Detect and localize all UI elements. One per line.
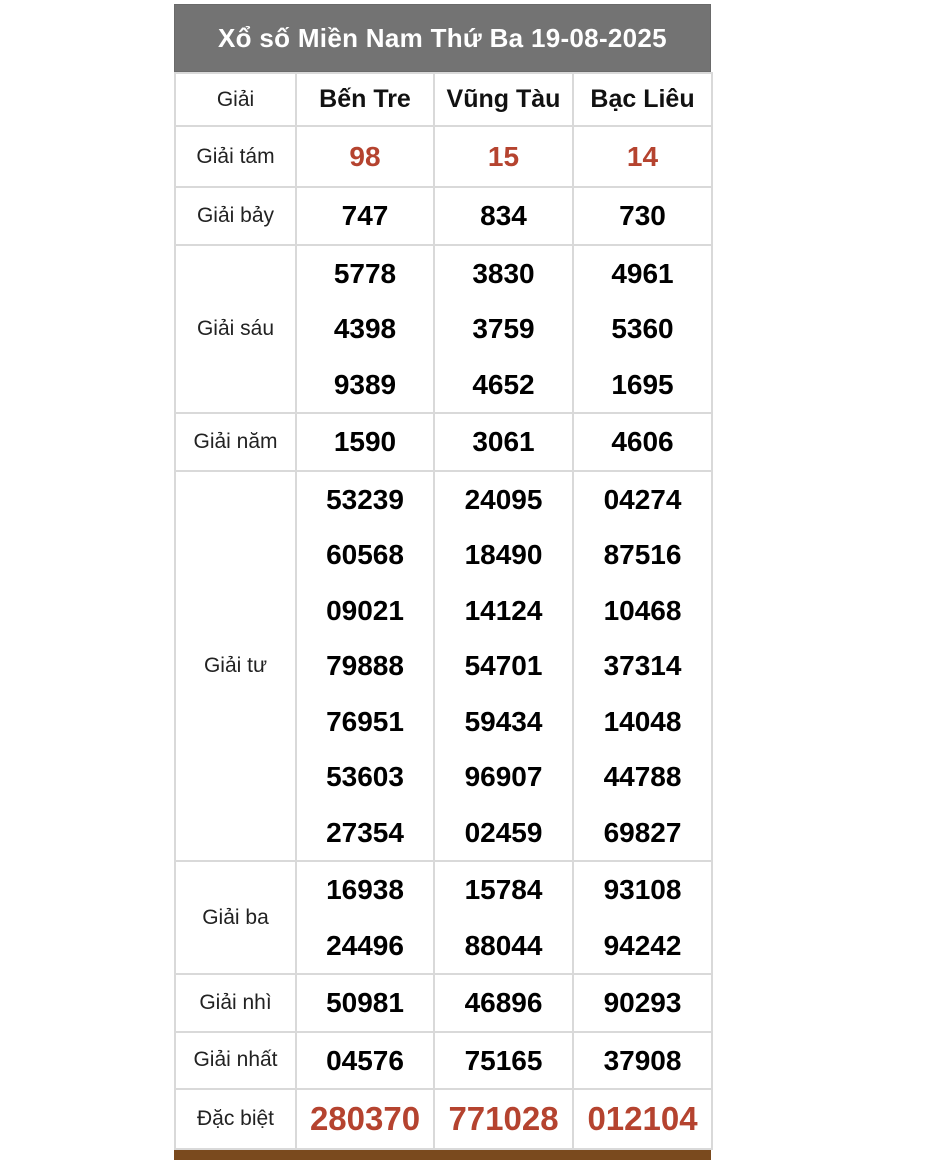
prize-number: 02459 [464, 816, 543, 848]
prize-number: 15784 [464, 874, 543, 905]
prize-number: 771028 [448, 1100, 559, 1138]
prize-number: 14048 [603, 705, 682, 737]
prize-label: Giải tư [175, 471, 296, 862]
province-bac-lieu[interactable]: Bạc Liêu [573, 73, 712, 126]
prize-cell [573, 1032, 712, 1090]
header-row [175, 73, 712, 126]
prize-number: 5360 [611, 313, 674, 344]
prize-label: Giải ba [175, 861, 296, 974]
prize-cell [434, 471, 573, 862]
prize-row-giai-nhi [175, 974, 712, 1032]
prize-number: 90293 [603, 987, 682, 1018]
prize-row-dac-biet [175, 1089, 712, 1149]
prize-number: 14124 [464, 594, 543, 626]
prize-cell [573, 126, 712, 187]
prize-cell [434, 861, 573, 974]
prize-cell [434, 245, 573, 414]
prize-number: 18490 [464, 539, 543, 570]
prize-cell [573, 471, 712, 862]
prize-row-giai-sau [175, 245, 712, 414]
prize-number: 60568 [326, 539, 404, 570]
prize-number: 54701 [464, 650, 543, 681]
prize-cell [434, 974, 573, 1032]
prize-row-giai-tu [175, 471, 712, 862]
province-vung-tau[interactable]: Vũng Tàu [434, 73, 573, 126]
prize-row-giai-ba [175, 861, 712, 974]
prize-number: 4961 [611, 257, 674, 289]
prize-cell [296, 1032, 434, 1090]
prize-number: 10468 [603, 594, 682, 626]
prize-cell [573, 187, 712, 245]
bottom-divider [174, 1150, 711, 1160]
prize-number: 4398 [333, 313, 397, 344]
prize-cell [296, 1089, 434, 1149]
prize-number: 4606 [611, 426, 674, 457]
prize-cell [434, 1089, 573, 1149]
prize-label: Giải sáu [175, 245, 296, 414]
prize-cell [296, 126, 434, 187]
prize-cell [434, 1032, 573, 1090]
prize-number: 44788 [603, 761, 682, 792]
prize-cell [296, 861, 434, 974]
prize-number: 9389 [333, 368, 397, 400]
prize-number: 27354 [326, 816, 404, 848]
prize-cell [296, 187, 434, 245]
prize-row-giai-bay [175, 187, 712, 245]
prize-number: 3759 [472, 313, 535, 344]
prize-number: 012104 [587, 1100, 698, 1138]
prize-cell [573, 974, 712, 1032]
prize-number: 09021 [326, 594, 404, 626]
prize-cell [434, 187, 573, 245]
prize-cell [573, 1089, 712, 1149]
prize-label: Giải bảy [175, 187, 296, 245]
prize-number: 94242 [603, 929, 682, 961]
prize-number: 04576 [326, 1044, 404, 1076]
prize-label: Giải tám [175, 126, 296, 187]
prize-number: 69827 [603, 816, 682, 848]
prize-number: 79888 [326, 650, 404, 681]
prize-number: 14 [626, 140, 659, 172]
prize-number: 50981 [326, 987, 404, 1018]
prize-row-giai-nam [175, 413, 712, 471]
prize-number: 1590 [333, 426, 397, 457]
prize-cell [573, 413, 712, 471]
prize-number: 53603 [326, 761, 404, 792]
prize-number: 59434 [464, 705, 543, 737]
prize-number: 747 [341, 200, 389, 231]
prize-number: 37314 [603, 650, 682, 681]
prize-number: 280370 [309, 1100, 421, 1138]
prize-number: 834 [480, 200, 527, 231]
prize-cell [296, 974, 434, 1032]
prize-cell [573, 861, 712, 974]
prize-number: 76951 [326, 705, 404, 737]
prize-number: 87516 [603, 539, 682, 570]
province-ben-tre[interactable]: Bến Tre [296, 73, 434, 126]
prize-number: 04274 [603, 483, 682, 515]
prize-number: 15 [487, 140, 520, 172]
results-grid [174, 72, 713, 1150]
prize-label: Đặc biệt [175, 1089, 296, 1149]
prize-label: Giải nhất [175, 1032, 296, 1090]
prize-number: 75165 [464, 1044, 543, 1076]
prize-cell [434, 413, 573, 471]
prize-row-giai-nhat [175, 1032, 712, 1090]
prize-number: 93108 [603, 874, 682, 905]
prize-number: 46896 [464, 987, 543, 1018]
prize-number: 88044 [464, 929, 543, 961]
lottery-results-table [174, 4, 711, 1160]
prize-cell [573, 245, 712, 414]
prize-number: 53239 [326, 483, 404, 515]
page-title: Xổ số Miền Nam Thứ Ba 19-08-2025 [174, 4, 711, 72]
prize-number: 24496 [326, 929, 404, 961]
header-label: Giải [175, 73, 296, 126]
prize-number: 96907 [464, 761, 543, 792]
prize-cell [296, 245, 434, 414]
prize-label: Giải năm [175, 413, 296, 471]
prize-number: 16938 [326, 874, 404, 905]
prize-number: 3061 [472, 426, 535, 457]
prize-number: 1695 [611, 368, 674, 400]
prize-cell [296, 413, 434, 471]
prize-number: 3830 [472, 257, 535, 289]
prize-row-giai-tam [175, 126, 712, 187]
prize-number: 4652 [472, 368, 535, 400]
prize-cell [434, 126, 573, 187]
prize-cell [296, 471, 434, 862]
prize-number: 37908 [603, 1044, 682, 1076]
prize-number: 5778 [333, 257, 397, 289]
prize-number: 24095 [464, 483, 543, 515]
prize-label: Giải nhì [175, 974, 296, 1032]
prize-number: 730 [619, 200, 666, 231]
prize-number: 98 [349, 140, 381, 172]
